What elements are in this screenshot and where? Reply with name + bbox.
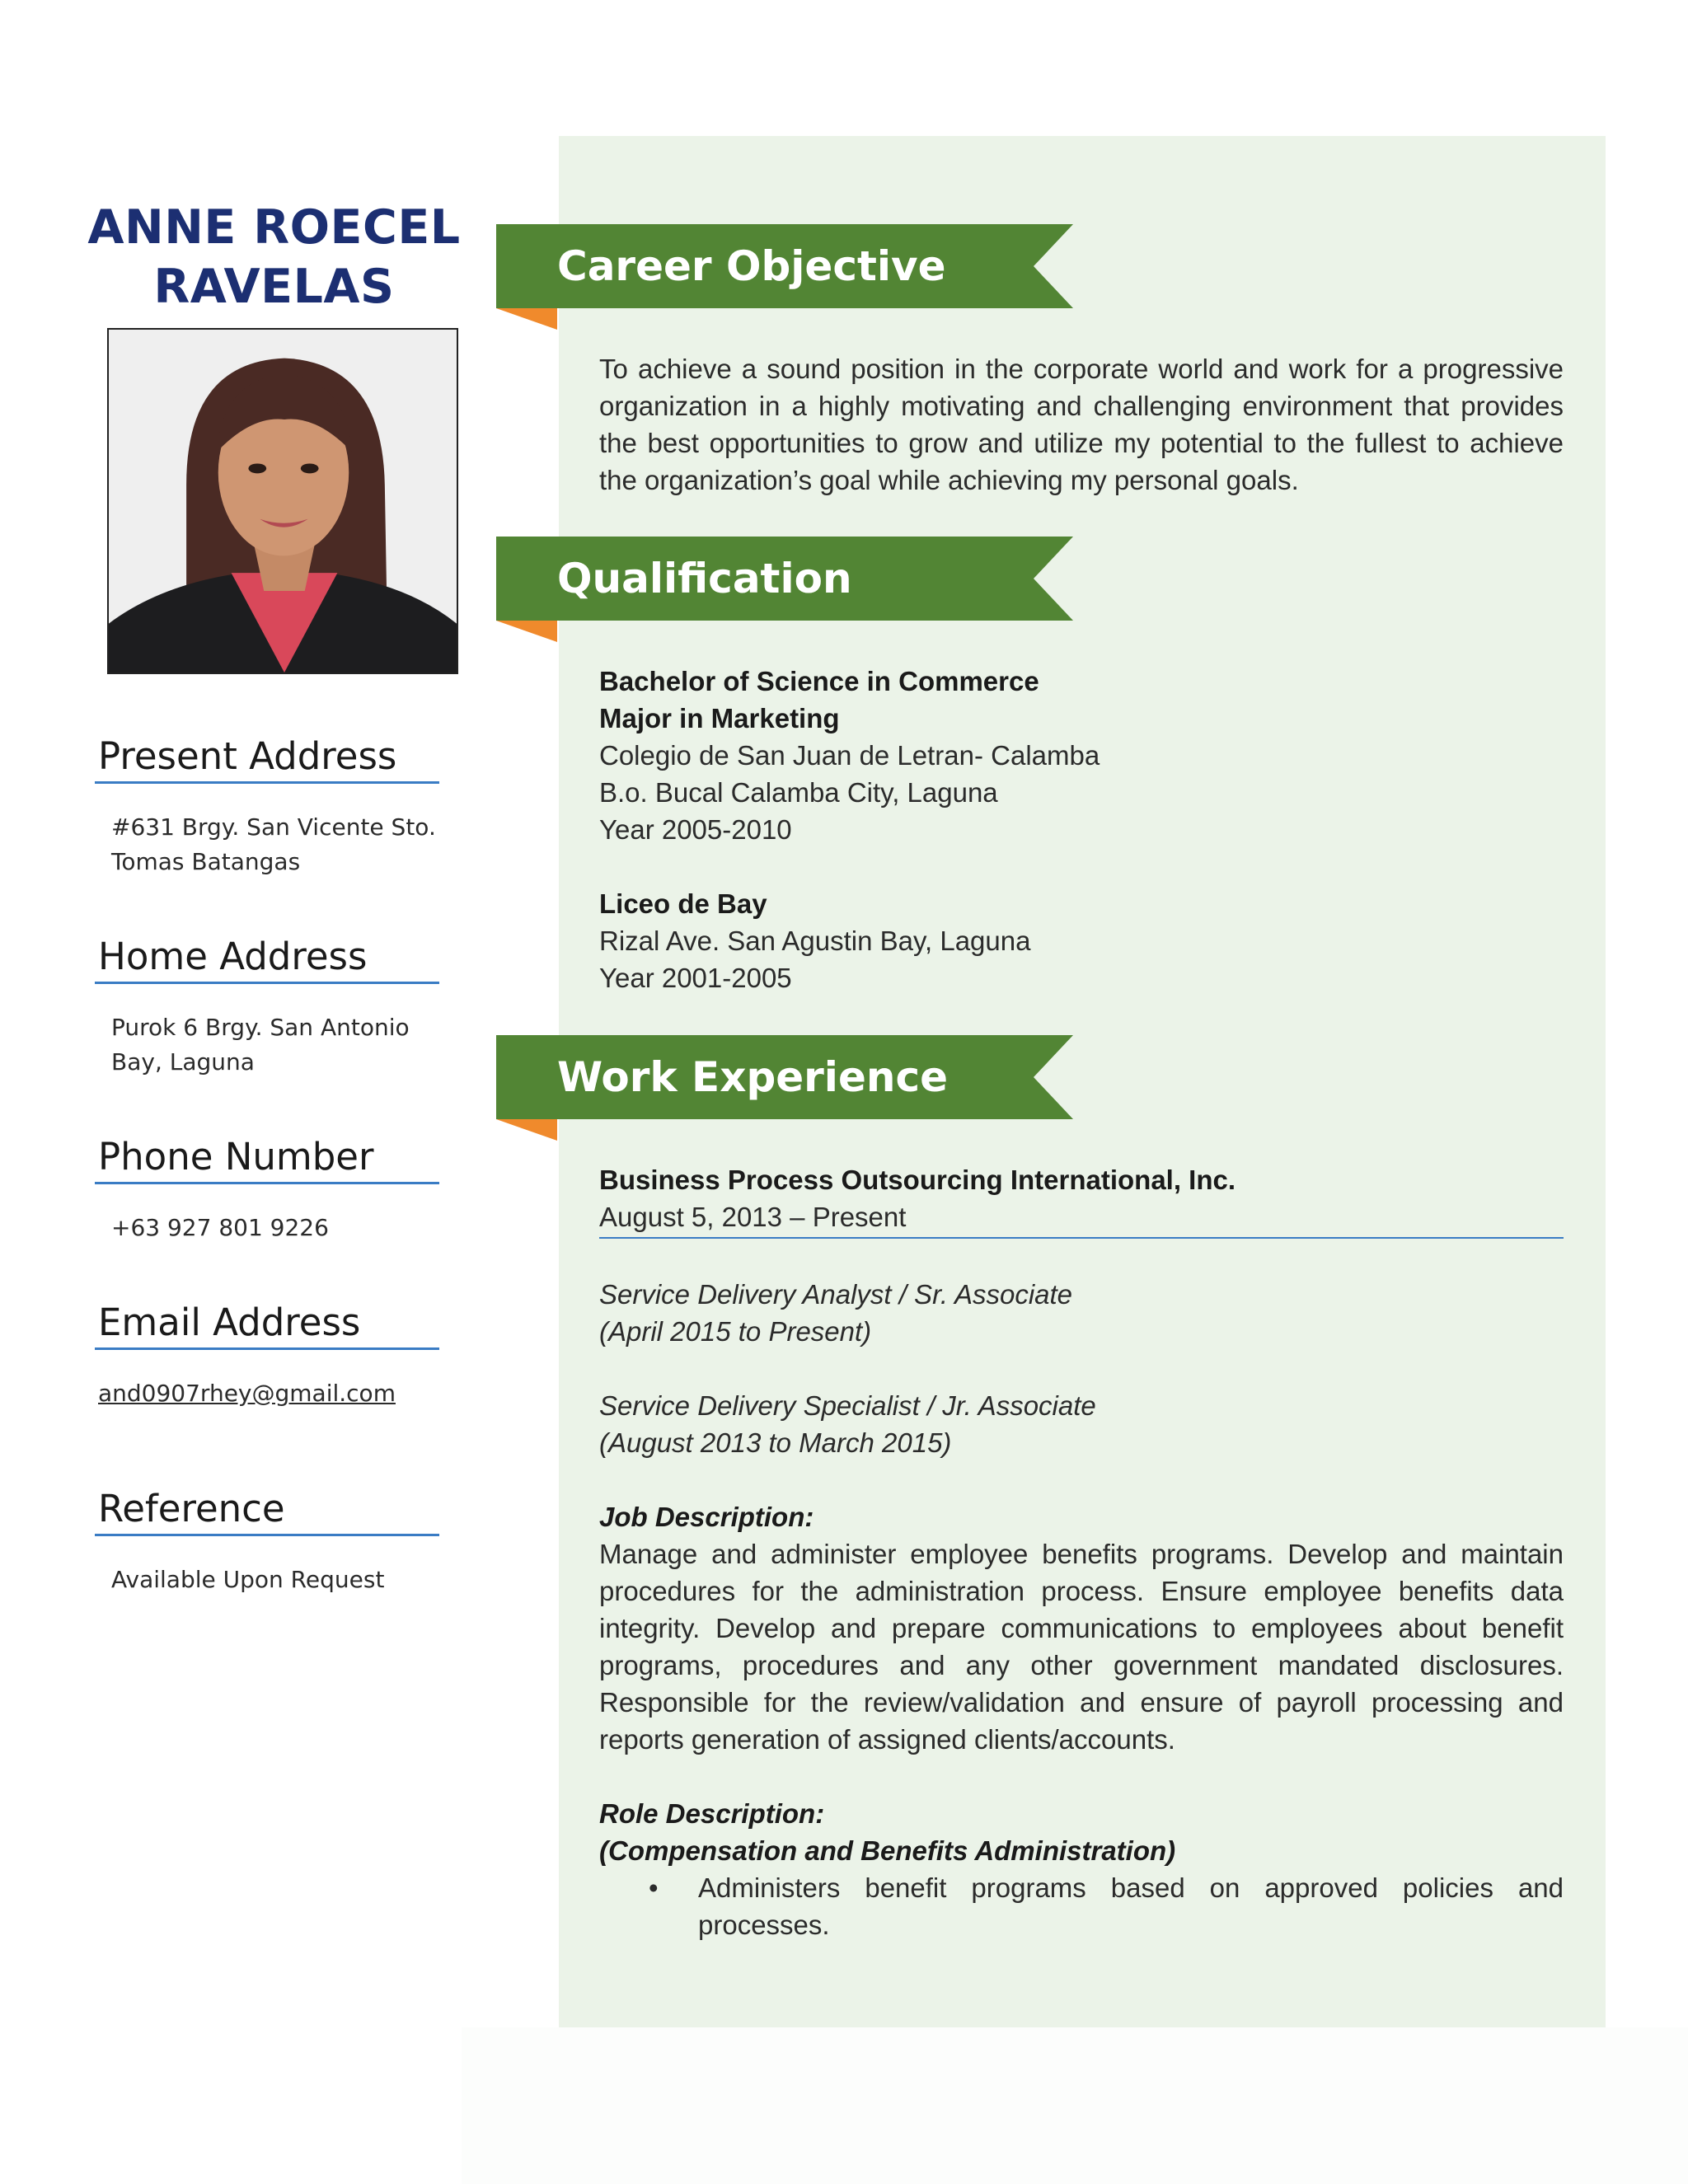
spacer — [599, 1758, 1564, 1795]
college-address: B.o. Bucal Calamba City, Laguna — [599, 777, 998, 808]
candidate-name — [82, 198, 466, 316]
present-address-line-2: Tomas Batangas — [111, 848, 301, 875]
role-1-dates: (April 2015 to Present) — [599, 1316, 872, 1347]
present-address-heading: Present Address — [95, 733, 439, 784]
email-section — [95, 1300, 439, 1411]
highschool-name: Liceo de Bay — [599, 888, 767, 919]
degree-major: Major in Marketing — [599, 703, 840, 733]
page-footer-area — [462, 2027, 1688, 2184]
company-name: Business Process Outsourcing International, Inc. — [599, 1165, 1236, 1195]
home-address-heading: Home Address — [95, 934, 439, 984]
home-address-line-2: Bay, Laguna — [111, 1048, 255, 1076]
college-years: Year 2005-2010 — [599, 814, 792, 845]
spacer — [599, 1461, 1564, 1498]
home-address-text — [95, 1010, 439, 1080]
email-heading: Email Address — [95, 1300, 439, 1350]
spacer — [599, 1350, 1564, 1387]
employment-dates: August 5, 2013 – Present — [599, 1198, 1564, 1239]
career-objective-banner — [496, 224, 1073, 308]
phone-number: +63 927 801 9226 — [111, 1214, 329, 1241]
reference-heading: Reference — [95, 1486, 439, 1536]
present-address-line-1: #631 Brgy. San Vicente Sto. — [111, 813, 436, 841]
name-line-1: ANNE ROECEL — [87, 200, 461, 255]
career-objective-title: Career Objective — [557, 242, 946, 290]
reference-text: Available Upon Request — [111, 1566, 385, 1593]
spacer — [599, 848, 1564, 885]
career-objective-text: To achieve a sound position in the corporate world and work for a progressive organization in a highly motivating and challenging environment that provides the best opportunities to grow and utilize my potential to the fullest to achieve the organization’s goal while achieving my personal goals. — [599, 354, 1564, 495]
highschool-address: Rizal Ave. San Agustin Bay, Laguna — [599, 926, 1031, 956]
reference-section — [95, 1486, 439, 1597]
degree-title: Bachelor of Science in Commerce — [599, 666, 1039, 696]
phone-heading: Phone Number — [95, 1134, 439, 1184]
home-address-line-1: Purok 6 Brgy. San Antonio — [111, 1014, 410, 1041]
highschool-years: Year 2001-2005 — [599, 963, 792, 993]
qualification-details — [599, 663, 1564, 996]
college-name: Colegio de San Juan de Letran- Calamba — [599, 740, 1100, 771]
present-address-text — [95, 810, 439, 879]
qualification-title: Qualification — [557, 555, 852, 602]
work-experience-title: Work Experience — [557, 1053, 948, 1101]
role-description-subtitle: (Compensation and Benefits Administration) — [599, 1835, 1176, 1866]
job-description-text: Manage and administer employee benefits programs. Develop and maintain procedures for the administration process. Ensure employee benefits data integrity. Develop and prepare communications to employees about benefit programs, procedures and any other government mandated disclosures. Responsible for the review/validation and ensure of payroll processing and reports generation of assigned clients/accounts. — [599, 1539, 1564, 1755]
job-description-label: Job Description: — [599, 1502, 814, 1532]
present-address-section — [95, 733, 439, 879]
work-experience-details — [599, 1161, 1564, 1943]
home-address-section — [95, 934, 439, 1080]
name-line-2: RAVELAS — [153, 260, 395, 314]
qualification-banner — [496, 537, 1073, 621]
role-bullet-item — [599, 1869, 1564, 1943]
role-2-dates: (August 2013 to March 2015) — [599, 1427, 952, 1458]
profile-photo — [107, 328, 458, 674]
spacer — [599, 1239, 1564, 1276]
portrait-image — [109, 330, 457, 673]
role-2-title: Service Delivery Specialist / Jr. Associate — [599, 1390, 1096, 1421]
email-link[interactable]: and0907rhey@gmail.com — [98, 1380, 396, 1407]
role-1-title: Service Delivery Analyst / Sr. Associate — [599, 1279, 1073, 1310]
role-bullet-text: Administers benefit programs based on approved policies and processes. — [698, 1872, 1564, 1940]
bullet-icon: • — [649, 1872, 659, 1903]
phone-section — [95, 1134, 439, 1245]
role-description-label: Role Description: — [599, 1798, 825, 1829]
work-experience-banner — [496, 1035, 1073, 1119]
